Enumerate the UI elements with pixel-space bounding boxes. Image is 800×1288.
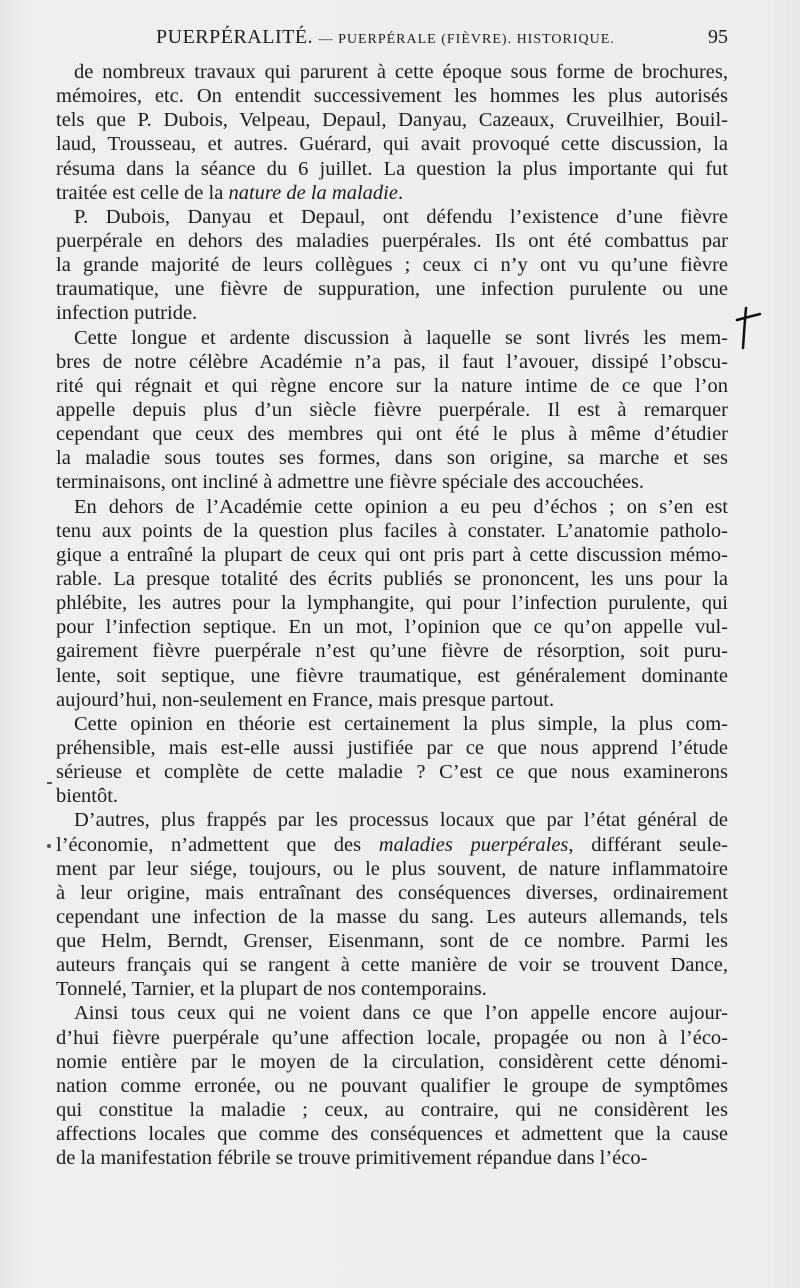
text-line: pour l’infection septique. En un mot, l’opinion que ce qu’on appelle vul-	[56, 616, 728, 639]
text-line: P. Dubois, Danyau et Depaul, ont défendu l’existence d’une fièvre	[74, 205, 728, 228]
paragraph	[56, 60, 728, 205]
text-line: Cette opinion en théorie est certainement la plus simple, la plus com-	[74, 712, 728, 735]
text-line: appelle depuis plus d’un siècle fièvre puerpérale. Il est à remarquer	[56, 398, 728, 421]
text-line: rable. La presque totalité des écrits publiés se prononcent, les uns pour la	[56, 567, 728, 590]
text-line: de nombreux travaux qui parurent à cette époque sous forme de brochures,	[74, 61, 728, 83]
paragraph	[56, 1001, 728, 1170]
text-line: nation comme erronée, ou ne pouvant qualifier le groupe de symptômes	[56, 1074, 728, 1097]
text-line: Cette longue et ardente discussion à laquelle se sont livrés les mem-	[74, 326, 728, 349]
text-line: aujourd’hui, non-seulement en France, mais presque partout.	[56, 688, 555, 711]
text-line: bientôt.	[56, 785, 119, 808]
text-line: sérieuse et complète de cette maladie ? C’est ce que nous examinerons	[56, 761, 728, 784]
running-head-subtitle: — PUERPÉRALE (FIÈVRE). HISTORIQUE.	[318, 32, 615, 47]
text-line: d’hui fièvre puerpérale qu’une affection locale, propagée ou non à l’éco-	[56, 1026, 728, 1049]
body-text	[56, 60, 728, 1170]
text-line: ment par leur siége, toujours, ou le plus souvent, de nature inflammatoire	[56, 857, 728, 880]
paragraph	[56, 495, 728, 712]
text-line: gairement fièvre puerpérale n’est qu’une fièvre de résorption, soit puru-	[56, 640, 728, 663]
text-line: l’économie, n’admettent que des maladies puerpérales, différant seule-	[56, 833, 728, 856]
text-line: la grande majorité de leurs collègues ; ceux ci n’y ont vu qu’une fièvre	[56, 254, 728, 277]
paragraph	[56, 326, 728, 495]
text-line: terminaisons, ont incliné à admettre une fièvre spéciale des accouchées.	[56, 471, 644, 494]
text-line: la maladie sous toutes ses formes, dans son origine, sa marche et ses	[56, 447, 728, 470]
text-line: de la manifestation fébrile se trouve primitivement répandue dans l’éco-	[56, 1147, 648, 1170]
text-line: Tonnelé, Tarnier, et la plupart de nos contemporains.	[56, 978, 487, 1001]
text-line: préhensible, mais est-elle aussi justifiée par ce que nous apprend l’étude	[56, 736, 728, 759]
text-line: résuma dans la séance du 6 juillet. La question la plus importante qui fut	[56, 157, 728, 180]
margin-speck	[47, 844, 51, 848]
text-line: phlébite, les autres pour la lymphangite, qui pour l’infection purulente, qui	[56, 592, 728, 615]
text-line: infection putride.	[56, 302, 198, 325]
text-line: tenu aux points de la question plus faciles à constater. L’anatomie patholo-	[56, 519, 728, 542]
text-line: cependant que ceux des membres qui ont été le plus à même d’étudier	[56, 423, 728, 446]
paragraph	[56, 712, 728, 809]
text-line: nomie entière par le moyen de la circulation, considèrent cette dénomi-	[56, 1050, 728, 1073]
paragraph	[56, 205, 728, 326]
text-line: En dehors de l’Académie cette opinion a eu peu d’échos ; on s’en est	[74, 495, 728, 518]
text-line: gique a entraîné la plupart de ceux qui ont pris part à cette discussion mémo-	[56, 543, 728, 566]
text-line: D’autres, plus frappés par les processus locaux que par l’état général de	[74, 809, 728, 832]
paragraph	[56, 808, 728, 1001]
text-line: traumatique, une fièvre de suppuration, une infection purulente ou une	[56, 278, 728, 301]
text-line: rité qui régnait et qui règne encore sur la nature intime de ce que l’on	[56, 374, 728, 397]
text-line: affections locales que comme des conséquences et admettent que la cause	[56, 1123, 728, 1146]
text-line: cependant une infection de la masse du sang. Les auteurs allemands, tels	[56, 905, 728, 928]
text-line: mémoires, etc. On entendit successivement les hommes les plus autorisés	[56, 85, 728, 108]
text-line: tels que P. Dubois, Velpeau, Depaul, Danyau, Cazeaux, Cruveilhier, Bouil-	[56, 109, 728, 132]
italic-phrase: maladies puerpérales	[378, 833, 569, 856]
text-line: bres de notre célèbre Académie n’a pas, il faut l’avouer, dissipé l’obscu-	[56, 350, 728, 373]
text-line: auteurs français qui se rangent à cette manière de voir se trouvent Dance,	[56, 954, 728, 977]
text-line: Ainsi tous ceux qui ne voient dans ce que l’on appelle encore aujour-	[74, 1002, 728, 1025]
handwritten-cross-mark	[732, 298, 762, 358]
margin-speck	[47, 782, 52, 784]
running-head	[156, 26, 615, 49]
text-line: laud, Trousseau, et autres. Guérard, qui avait provoqué cette discussion, la	[56, 133, 728, 156]
text-line: qui constitue la maladie ; ceux, au contraire, qui ne considèrent les	[56, 1099, 728, 1122]
italic-phrase: nature de la maladie	[228, 181, 398, 204]
page-header	[56, 24, 728, 54]
text-line: à leur origine, mais entraînant des conséquences diverses, ordinairement	[56, 881, 728, 904]
text-line: que Helm, Berndt, Grenser, Eisenmann, sont de ce nombre. Parmi les	[56, 930, 728, 953]
text-line: lente, soit septique, une fièvre traumatique, est généralement dominante	[56, 664, 728, 687]
running-head-title: PUERPÉRALITÉ.	[156, 26, 314, 48]
text-line: traitée est celle de la nature de la maladie.	[56, 181, 404, 204]
page-number: 95	[708, 26, 728, 48]
text-line: puerpérale en dehors des maladies puerpérales. Ils ont été combattus par	[56, 229, 728, 252]
